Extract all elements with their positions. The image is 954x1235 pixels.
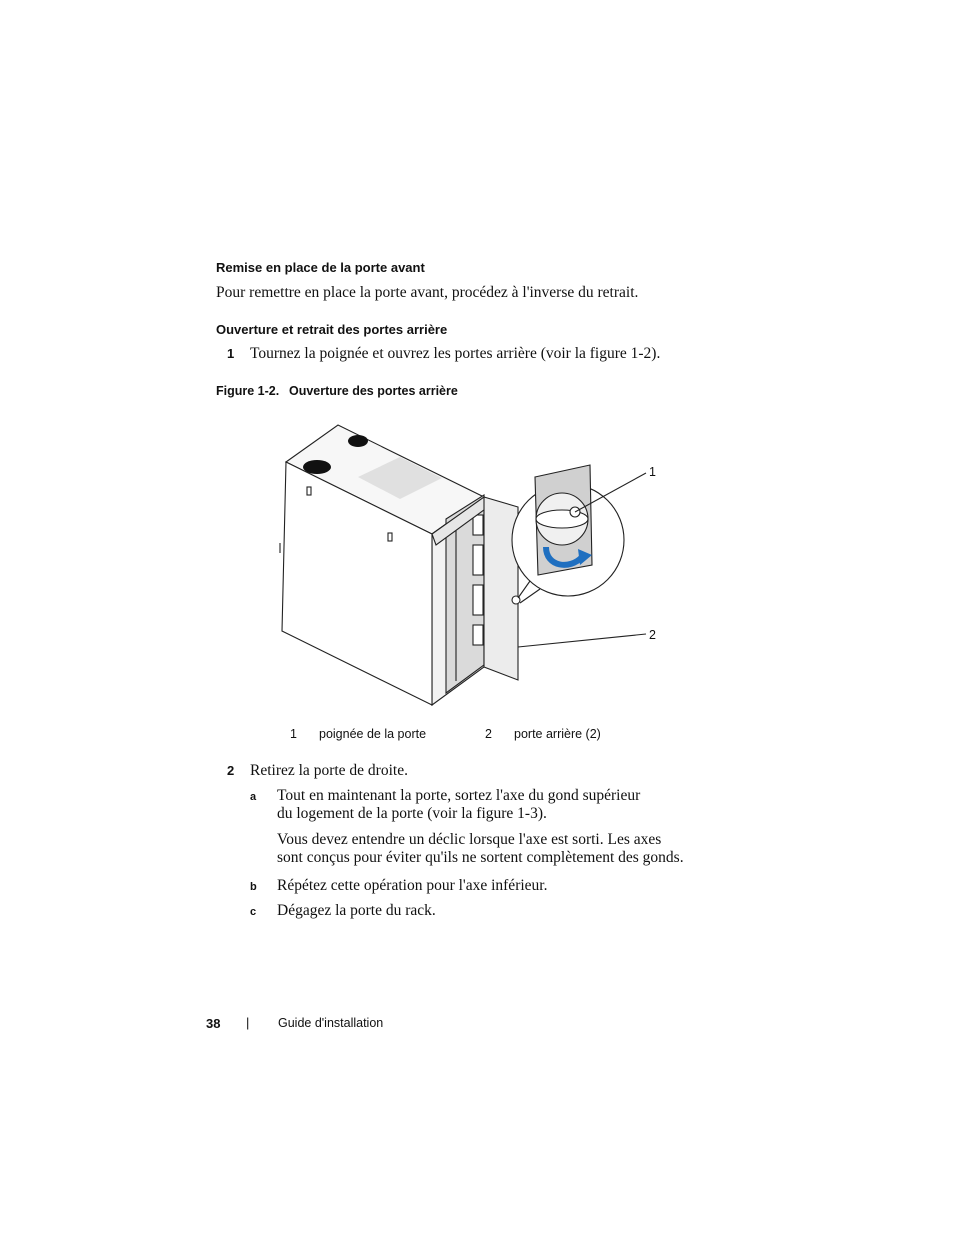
footer-title: Guide d'installation bbox=[278, 1016, 384, 1030]
substep-letter-c: c bbox=[250, 906, 257, 918]
substep-letter-a: a bbox=[250, 791, 257, 803]
section-heading-front-door: Remise en place de la porte avant bbox=[216, 260, 425, 275]
rack-latch-right bbox=[388, 533, 392, 541]
legend-num-2: 2 bbox=[485, 727, 492, 741]
step-text-1: Tournez la poignée et ouvrez les portes arrière (voir la figure 1-2). bbox=[250, 345, 661, 362]
substep-a-line2: du logement de la porte (voir la figure 1-3). bbox=[277, 805, 547, 822]
section-heading-rear-doors: Ouverture et retrait des portes arrière bbox=[216, 322, 448, 337]
substep-letter-b: b bbox=[250, 881, 257, 893]
step-number-1: 1 bbox=[227, 346, 235, 361]
callout-line-2 bbox=[518, 634, 646, 647]
callout-label-2: 2 bbox=[649, 628, 656, 642]
legend-text-2: porte arrière (2) bbox=[514, 727, 601, 741]
substep-a-line1: Tout en maintenant la porte, sortez l'axe du gond supérieur bbox=[277, 787, 641, 804]
figure-label: Figure 1-2. bbox=[216, 384, 280, 398]
substep-b-text: Répétez cette opération pour l'axe inférieur. bbox=[277, 877, 548, 894]
step-number-2: 2 bbox=[227, 763, 235, 778]
footer-separator: | bbox=[246, 1015, 250, 1030]
callout-label-1: 1 bbox=[649, 465, 656, 479]
rack-illustration bbox=[270, 415, 670, 715]
legend-text-1: poignée de la porte bbox=[319, 727, 427, 741]
paragraph-front-door: Pour remettre en place la porte avant, procédez à l'inverse du retrait. bbox=[216, 284, 639, 301]
rack-latch-left bbox=[307, 487, 311, 495]
substep-a-note1: Vous devez entendre un déclic lorsque l'axe est sorti. Les axes bbox=[277, 831, 662, 848]
rear-door-right bbox=[484, 497, 518, 680]
page-number: 38 bbox=[206, 1016, 221, 1031]
substep-c-text: Dégagez la porte du rack. bbox=[277, 902, 436, 919]
legend-num-1: 1 bbox=[290, 727, 297, 741]
figure-title: Ouverture des portes arrière bbox=[289, 384, 458, 398]
substep-a-note2: sont conçus pour éviter qu'ils ne sortent complètement des gonds. bbox=[277, 849, 684, 866]
step-text-2: Retirez la porte de droite. bbox=[250, 762, 408, 779]
rack-top-hole-right bbox=[348, 435, 368, 447]
